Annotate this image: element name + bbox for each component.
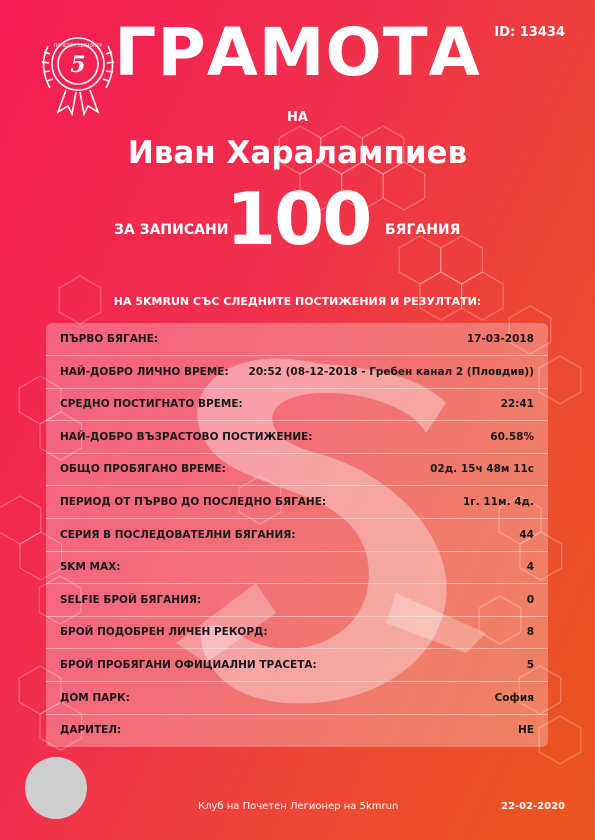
- stat-value: 60.58%: [490, 430, 534, 443]
- stat-row: [60, 496, 534, 512]
- row-divider: [46, 420, 548, 421]
- stat-value: 44: [519, 528, 534, 541]
- stat-row: [60, 659, 534, 675]
- stat-row: [60, 463, 534, 479]
- stat-label: НАЙ-ДОБРО ЛИЧНО ВРЕМЕ:: [60, 365, 229, 378]
- stat-value: 22:41: [500, 398, 534, 411]
- achievements-intro: НА 5KMRUN СЪС СЛЕДНИТЕ ПОСТИЖЕНИЯ И РЕЗУЛТАТИ:: [113, 295, 482, 308]
- stat-value: НЕ: [518, 724, 534, 737]
- certificate-id: ID: 13434: [494, 25, 565, 40]
- stat-label: ОБЩО ПРОБЯГАНО ВРЕМЕ:: [60, 463, 226, 476]
- stat-value: 02д. 15ч 48м 11с: [430, 463, 534, 476]
- row-divider: [46, 616, 548, 617]
- row-divider: [46, 485, 548, 486]
- stat-row: [60, 594, 534, 610]
- stat-value: 1г. 11м. 4д.: [462, 496, 534, 508]
- for-label: ЗА ЗАПИСАНИ: [114, 222, 229, 238]
- row-divider: [46, 551, 548, 552]
- stat-value: 4: [526, 561, 534, 574]
- stat-label: ПЕРИОД ОТ ПЪРВО ДО ПОСЛЕДНО БЯГАНЕ:: [60, 496, 327, 508]
- row-divider: [46, 518, 548, 519]
- run-count: 100: [226, 177, 371, 261]
- stat-row: [60, 333, 534, 349]
- stat-label: СЕРИЯ В ПОСЛЕДОВАТЕЛНИ БЯГАНИЯ:: [60, 528, 296, 541]
- stat-row: [60, 529, 534, 545]
- stat-value: 5: [526, 659, 534, 671]
- row-divider: [46, 681, 548, 682]
- stat-value: 8: [526, 626, 534, 639]
- stat-row: [60, 724, 534, 740]
- stat-label: ПЪРВО БЯГАНЕ:: [60, 333, 158, 345]
- stat-label: НАЙ-ДОБРО ВЪЗРАСТОВО ПОСТИЖЕНИЕ:: [60, 430, 313, 443]
- hexagon-shape: [399, 236, 441, 284]
- stat-label: SELFIE БРОЙ БЯГАНИЯ:: [60, 593, 202, 606]
- row-divider: [46, 714, 548, 715]
- certificate-title: ГРАМОТА: [114, 14, 481, 91]
- hexagon-shape: [441, 236, 483, 284]
- row-divider: [46, 355, 548, 356]
- stat-value: София: [494, 691, 534, 704]
- recipient-name: Иван Харалампиев: [127, 135, 468, 171]
- stats-panel: [46, 323, 548, 747]
- stat-label: ДОМ ПАРК:: [60, 691, 130, 704]
- stat-row: [60, 692, 534, 708]
- row-divider: [46, 388, 548, 389]
- row-divider: [46, 648, 548, 649]
- row-divider: [46, 453, 548, 454]
- stat-value: 20:52 (08-12-2018 - Гребен канал 2 (Пловдив)): [248, 365, 534, 378]
- seal-placeholder: [25, 757, 87, 819]
- stat-value: 0: [526, 593, 534, 606]
- row-divider: [46, 583, 548, 584]
- issue-date: 22-02-2020: [501, 801, 565, 812]
- preposition: НА: [287, 110, 308, 125]
- hexagon-shape: [0, 496, 41, 544]
- stat-label: СРЕДНО ПОСТИГНАТО ВРЕМЕ:: [60, 398, 243, 411]
- emblem-logo: 5: [70, 52, 86, 78]
- footer-club: Клуб на Почетен Легионер на 5kmrun: [198, 801, 399, 812]
- stat-row: [60, 366, 534, 382]
- stat-label: БРОЙ ПРОБЯГАНИ ОФИЦИАЛНИ ТРАСЕТА:: [60, 659, 317, 671]
- stat-label: БРОЙ ПОДОБРЕН ЛИЧЕН РЕКОРД:: [60, 626, 268, 639]
- stat-row: [60, 431, 534, 447]
- stat-row: [60, 561, 534, 577]
- stat-label: 5KM MAX:: [60, 561, 121, 574]
- runs-label: БЯГАНИЯ: [385, 222, 461, 238]
- stat-row: [60, 626, 534, 642]
- stat-row: [60, 398, 534, 414]
- emblem-text: ПОЧЕТЕН ЛЕГИОНЕР: [53, 44, 103, 49]
- stat-value: 17-03-2018: [466, 333, 534, 345]
- stat-label: ДАРИТЕЛ:: [60, 724, 122, 737]
